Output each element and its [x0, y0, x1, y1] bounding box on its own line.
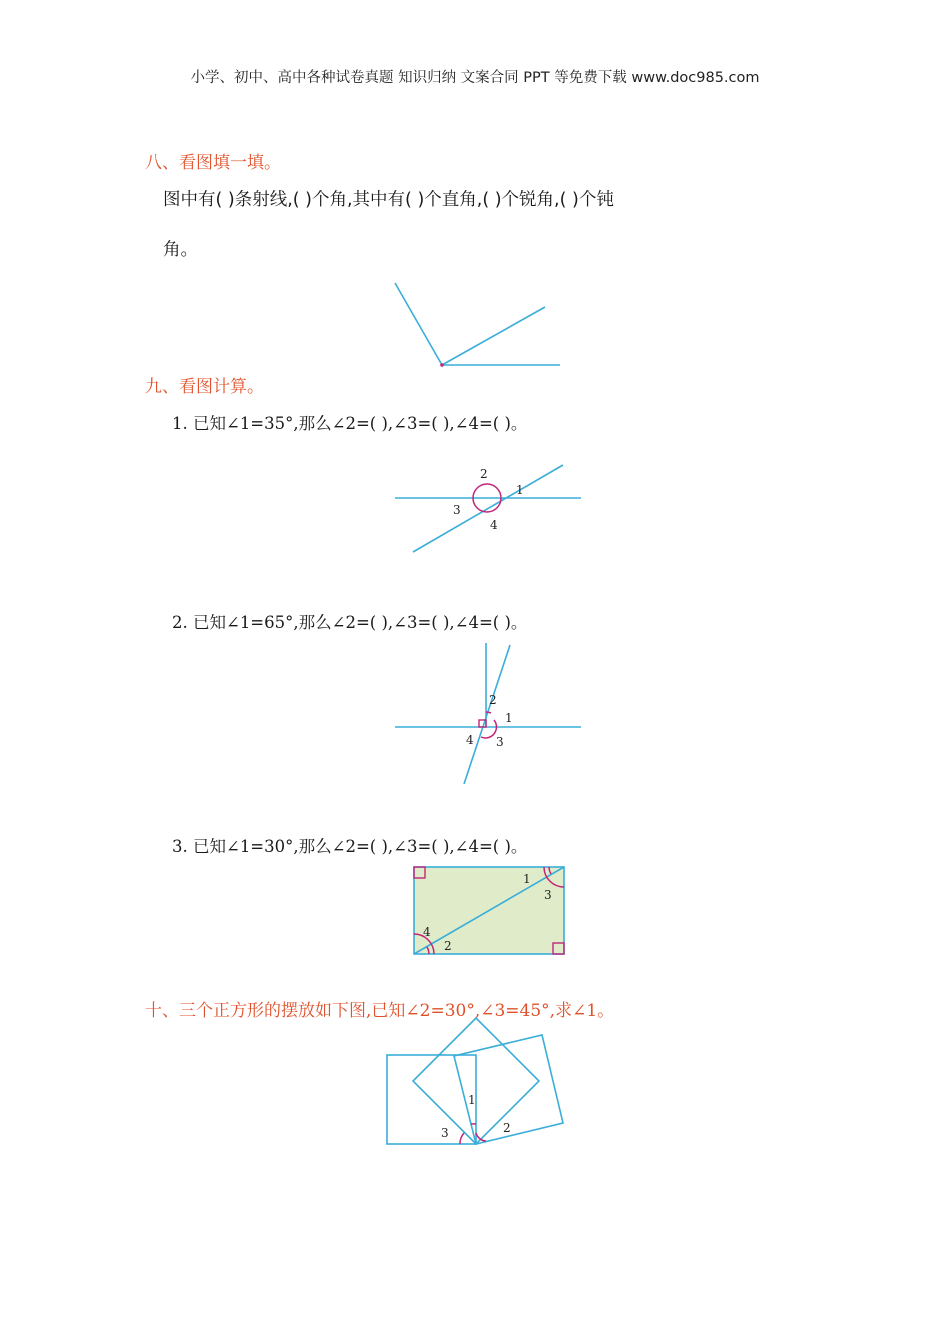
- q3-label-2: 2: [444, 939, 452, 953]
- section9-title: 九、看图计算。: [145, 377, 264, 397]
- section8-question-line1: 图中有( )条射线,( )个角,其中有( )个直角,( )个锐角,( )个钝: [163, 190, 614, 210]
- section9-q1-text: 1. 已知∠1=35°,那么∠2=( ),∠3=( ),∠4=( )。: [172, 414, 528, 433]
- rays-figure: [380, 275, 580, 375]
- q3-label-4: 4: [423, 925, 431, 939]
- q2-angle-arc-1-3: [481, 720, 496, 738]
- q1-intersecting-lines: [395, 465, 585, 560]
- ray-steep: [395, 283, 442, 365]
- q2-label-2: 2: [489, 693, 497, 707]
- three-squares-figure: [380, 1015, 570, 1150]
- section9-q3-text: 3. 已知∠1=30°,那么∠2=( ),∠3=( ),∠4=( )。: [172, 837, 528, 856]
- q3-rectangle-diagonal: [413, 866, 568, 958]
- q1-label-4: 4: [490, 518, 498, 532]
- q2-slanted-line: [464, 645, 510, 784]
- angle-arc-2: [476, 1133, 486, 1141]
- q2-label-3: 3: [496, 735, 504, 749]
- q2-intersecting-lines: [395, 643, 585, 788]
- angle-arc-3: [460, 1133, 464, 1144]
- label-2: 2: [503, 1121, 511, 1135]
- page-header: 小学、初中、高中各种试卷真题 知识归纳 文案合同 PPT 等免费下载 www.doc985.com: [190, 70, 760, 86]
- q2-label-4: 4: [466, 733, 474, 747]
- q3-label-3: 3: [544, 888, 552, 902]
- label-3: 3: [441, 1126, 449, 1140]
- ray-mid: [442, 307, 545, 365]
- q3-label-1: 1: [523, 872, 531, 886]
- q1-label-2: 2: [480, 467, 488, 481]
- q1-label-3: 3: [453, 503, 461, 517]
- section9-q2-text: 2. 已知∠1=65°,那么∠2=( ),∠3=( ),∠4=( )。: [172, 613, 528, 632]
- section8-title: 八、看图填一填。: [145, 153, 281, 173]
- section8-question-line2: 角。: [163, 240, 198, 260]
- q2-label-1: 1: [505, 711, 513, 725]
- q1-label-1: 1: [516, 483, 524, 497]
- section10-title: 十、三个正方形的摆放如下图,已知∠2=30°,∠3=45°,求∠1。: [145, 1001, 615, 1021]
- label-1: 1: [468, 1093, 476, 1107]
- q1-slanted-line: [413, 465, 563, 552]
- ray-vertex: [440, 363, 444, 367]
